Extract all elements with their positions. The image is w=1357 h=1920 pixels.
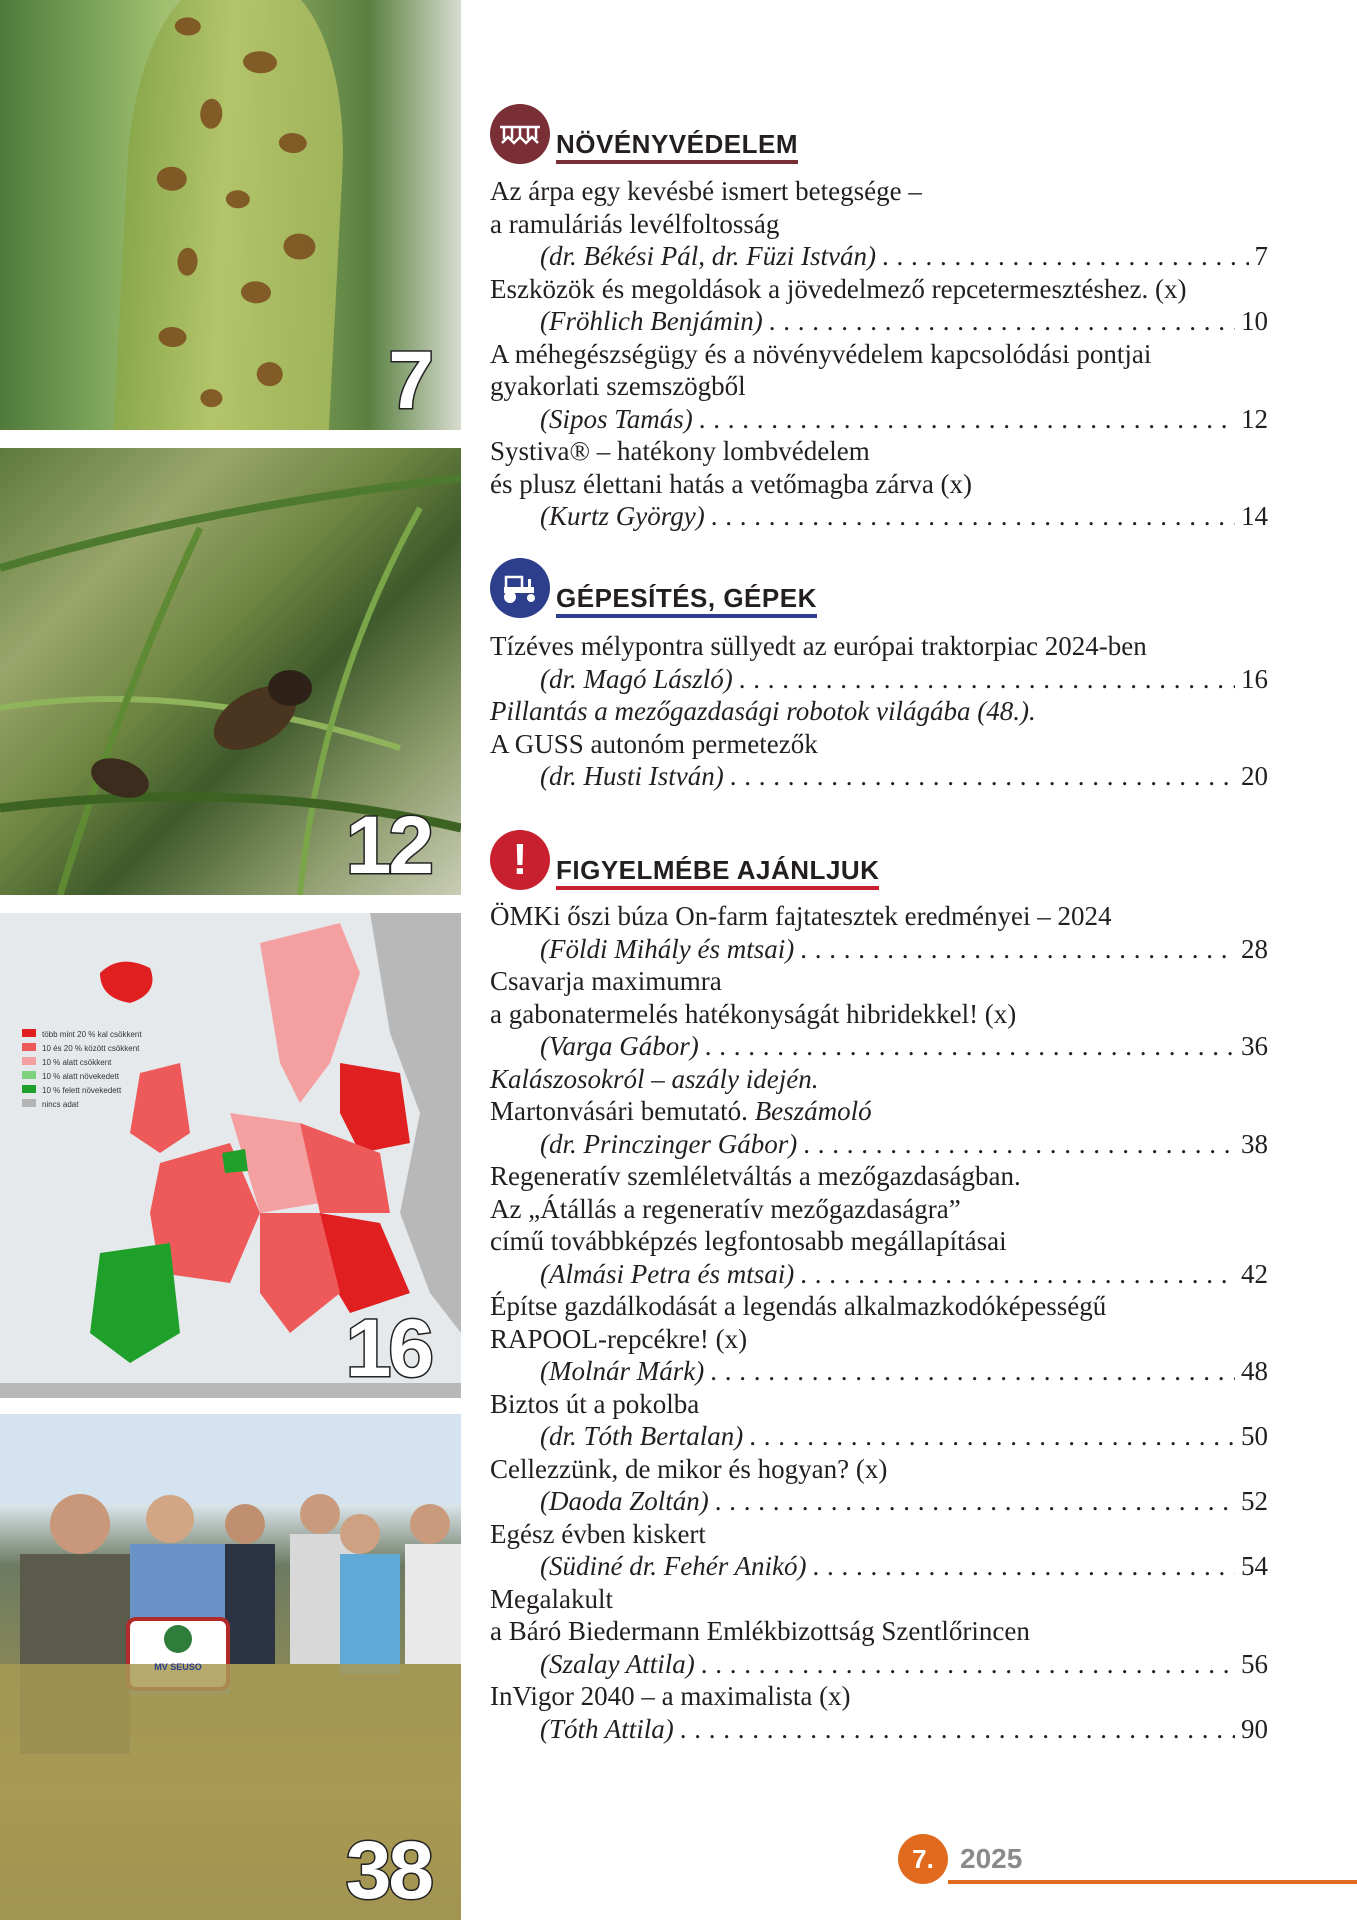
issue-number: 7. [898,1834,948,1884]
entry-author: (Kurtz György) [540,501,705,531]
entry-title: Cellezzünk, de mikor és hogyan? (x) [490,1453,888,1484]
entry-title: RAPOOL-repcékre! (x) [490,1323,748,1354]
entry-author-line [490,1128,1268,1161]
europe-map-photo [0,913,461,1398]
toc-entry[interactable] [490,1290,1268,1388]
toc-entry[interactable] [490,175,1268,273]
entry-title: és plusz élettani hatás a vetőmagba zárva (x) [490,468,973,499]
legend-item: több mint 20 % kal csökkent [22,1028,142,1042]
entry-page: 10 [1241,306,1268,336]
section-header-mechanization [490,558,817,618]
entry-author-line [490,1258,1268,1291]
entry-page: 42 [1241,1258,1268,1289]
entry-author: (Molnár Márk) [540,1356,705,1386]
entry-title: A méhegészségügy és a növényvédelem kapcsolódási pontjai [490,338,1152,369]
toc-entry[interactable] [490,1388,1268,1453]
entry-title: a Báró Biedermann Emlékbizottság Szentlőrincen [490,1616,1030,1646]
issue-year: 2025 [960,1843,1023,1874]
entry-page: 7 [1254,241,1268,271]
sign-label: MV SEUSO [154,1662,202,1672]
entry-page: 48 [1241,1356,1268,1386]
dot-leader [715,1485,1235,1518]
entry-title: Az árpa egy kevésbé ismert betegsége – [490,176,922,206]
dot-leader [882,240,1249,273]
toc-entry[interactable] [490,1160,1268,1290]
toc-entry[interactable] [490,965,1268,1063]
section-title: NÖVÉNYVÉDELEM [556,131,798,164]
entry-author-line [490,1485,1268,1518]
entry-title: A GUSS autonóm permetezők [490,728,818,759]
entry-title: Eszközök és megoldások a jövedelmező repcetermesztéshez. (x) [490,273,1187,304]
entry-author: (dr. Magó László) [540,663,733,694]
entry-title: című továbbképzés legfontosabb megállapításai [490,1226,1007,1256]
dot-leader [730,760,1235,793]
entry-title: Biztos út a pokolba [490,1388,700,1419]
sprayer-icon [490,104,550,164]
section-title: FIGYELMÉBE AJÁNLJUK [556,857,879,890]
entry-author-line [490,1648,1268,1681]
entry-author: (Varga Gábor) [540,1031,699,1061]
page-number-badge: 7 [388,335,431,426]
entry-page: 54 [1241,1551,1268,1581]
entry-title: a gabonatermelés hatékonyságát hibridekkel! (x) [490,998,1017,1029]
toc-section-mechanization [490,630,1268,793]
entry-page: 38 [1241,1128,1268,1159]
dot-leader [680,1713,1235,1746]
page-footer [898,1834,1022,1884]
entry-title: a ramuláriás levélfoltosság [490,208,780,239]
entry-title-italic: Pillantás a mezőgazdasági robotok világába (48.). [490,696,1036,726]
entry-author: (Földi Mihály és mtsai) [540,933,795,964]
dot-leader [711,500,1235,533]
barley-leaf [113,0,352,430]
entry-title-plain: Martonvásári bemutató. [490,1096,755,1126]
entry-author: (dr. Békési Pál, dr. Füzi István) [540,241,876,271]
toc-entry[interactable] [490,1680,1268,1745]
entry-page: 12 [1241,403,1268,434]
entry-author-line [490,1420,1268,1453]
bee-grass-photo [0,448,461,895]
tractor-icon [490,558,550,618]
entry-title: Az „Átállás a regeneratív mezőgazdaságra” [490,1193,961,1224]
page-number-badge: 12 [345,800,431,891]
entry-title: InVigor 2040 – a maximalista (x) [490,1681,851,1711]
entry-title: Regeneratív szemléletváltás a mezőgazdaságban. [490,1161,1021,1191]
entry-author: (Daoda Zoltán) [540,1486,709,1516]
toc-section-recommended [490,900,1268,1745]
entry-title: Systiva® – hatékony lombvédelem [490,436,870,466]
toc-entry[interactable] [490,338,1268,436]
entry-author-line [490,760,1268,793]
entry-author-line [490,305,1268,338]
dot-leader [705,1030,1235,1063]
entry-author: (Szalay Attila) [540,1648,695,1679]
entry-author: (Südiné dr. Fehér Anikó) [540,1551,807,1581]
entry-title: gyakorlati szemszögből [490,371,746,401]
exclamation-icon: ! [490,830,550,890]
dot-leader [769,305,1235,338]
toc-entry[interactable] [490,1518,1268,1583]
entry-author-line [490,933,1268,966]
legend-item: 10 és 20 % között csökkent [22,1042,142,1056]
page-number-badge: 16 [345,1303,431,1394]
toc-entry[interactable] [490,273,1268,338]
entry-page: 16 [1241,663,1268,694]
entry-author-line [490,1550,1268,1583]
entry-author: (Sipos Tamás) [540,403,693,434]
legend-item: 10 % felett növekedett [22,1084,142,1098]
entry-author-line [490,663,1268,696]
dot-leader [800,1258,1235,1291]
dot-leader [800,933,1235,966]
entry-title: Csavarja maximumra [490,966,722,996]
entry-page: 14 [1241,501,1268,531]
entry-page: 36 [1241,1031,1268,1061]
dot-leader [803,1128,1235,1161]
entry-author-line [490,500,1268,533]
dot-leader [699,403,1235,436]
leaf-disease-photo [0,0,461,430]
entry-page: 20 [1241,761,1268,791]
field-demo-photo [0,1414,461,1920]
entry-author-line [490,403,1268,436]
entry-title-italic: Kalászosokról – aszály idején. [490,1063,819,1094]
dot-leader [710,1355,1235,1388]
entry-page: 56 [1241,1648,1268,1679]
entry-title: Egész évben kiskert [490,1518,706,1549]
dot-leader [739,663,1235,696]
legend-item: 10 % alatt növekedett [22,1070,142,1084]
entry-author-line [490,1030,1268,1063]
entry-author-line [490,240,1268,273]
section-header-recommended [490,830,879,890]
toc-section-crop-protection [490,175,1268,533]
entry-author: (Tóth Attila) [540,1713,674,1744]
entry-title-italic-part: Beszámoló [754,1096,872,1126]
entry-author-line [490,1713,1268,1746]
entry-page: 50 [1241,1421,1268,1451]
entry-title: Megalakult [490,1583,613,1614]
legend-item: nincs adat [22,1098,142,1112]
page-number-badge: 38 [345,1825,431,1916]
entry-author: (Fröhlich Benjámin) [540,306,763,336]
toc-entry[interactable] [490,630,1268,695]
toc-entry[interactable] [490,695,1268,793]
toc-entry[interactable] [490,435,1268,533]
entry-page: 52 [1241,1486,1268,1516]
toc-entry[interactable] [490,1583,1268,1681]
entry-author: (Almási Petra és mtsai) [540,1258,795,1289]
entry-title: Építse gazdálkodását a legendás alkalmazkodóképességű [490,1291,1107,1321]
dot-leader [812,1550,1235,1583]
toc-entry[interactable] [490,1063,1268,1161]
toc-entry[interactable] [490,900,1268,965]
entry-author: (dr. Husti István) [540,761,724,791]
section-title: GÉPESÍTÉS, GÉPEK [556,585,817,618]
dot-leader [749,1420,1235,1453]
entry-title: Tízéves mélypontra süllyedt az európai traktorpiac 2024-ben [490,631,1147,661]
footer-rule [948,1880,1357,1884]
map-legend [22,1028,142,1112]
entry-author: (dr. Tóth Bertalan) [540,1421,744,1451]
section-header-crop-protection [490,104,798,164]
dot-leader [701,1648,1235,1681]
entry-page: 90 [1241,1713,1268,1744]
legend-item: 10 % alatt csökkent [22,1056,142,1070]
toc-entry[interactable] [490,1453,1268,1518]
entry-author-line [490,1355,1268,1388]
entry-title: ÖMKi őszi búza On-farm fajtatesztek eredményei – 2024 [490,901,1112,931]
entry-page: 28 [1241,933,1268,964]
entry-author: (dr. Princzinger Gábor) [540,1128,798,1159]
entry-title [490,1095,1268,1128]
